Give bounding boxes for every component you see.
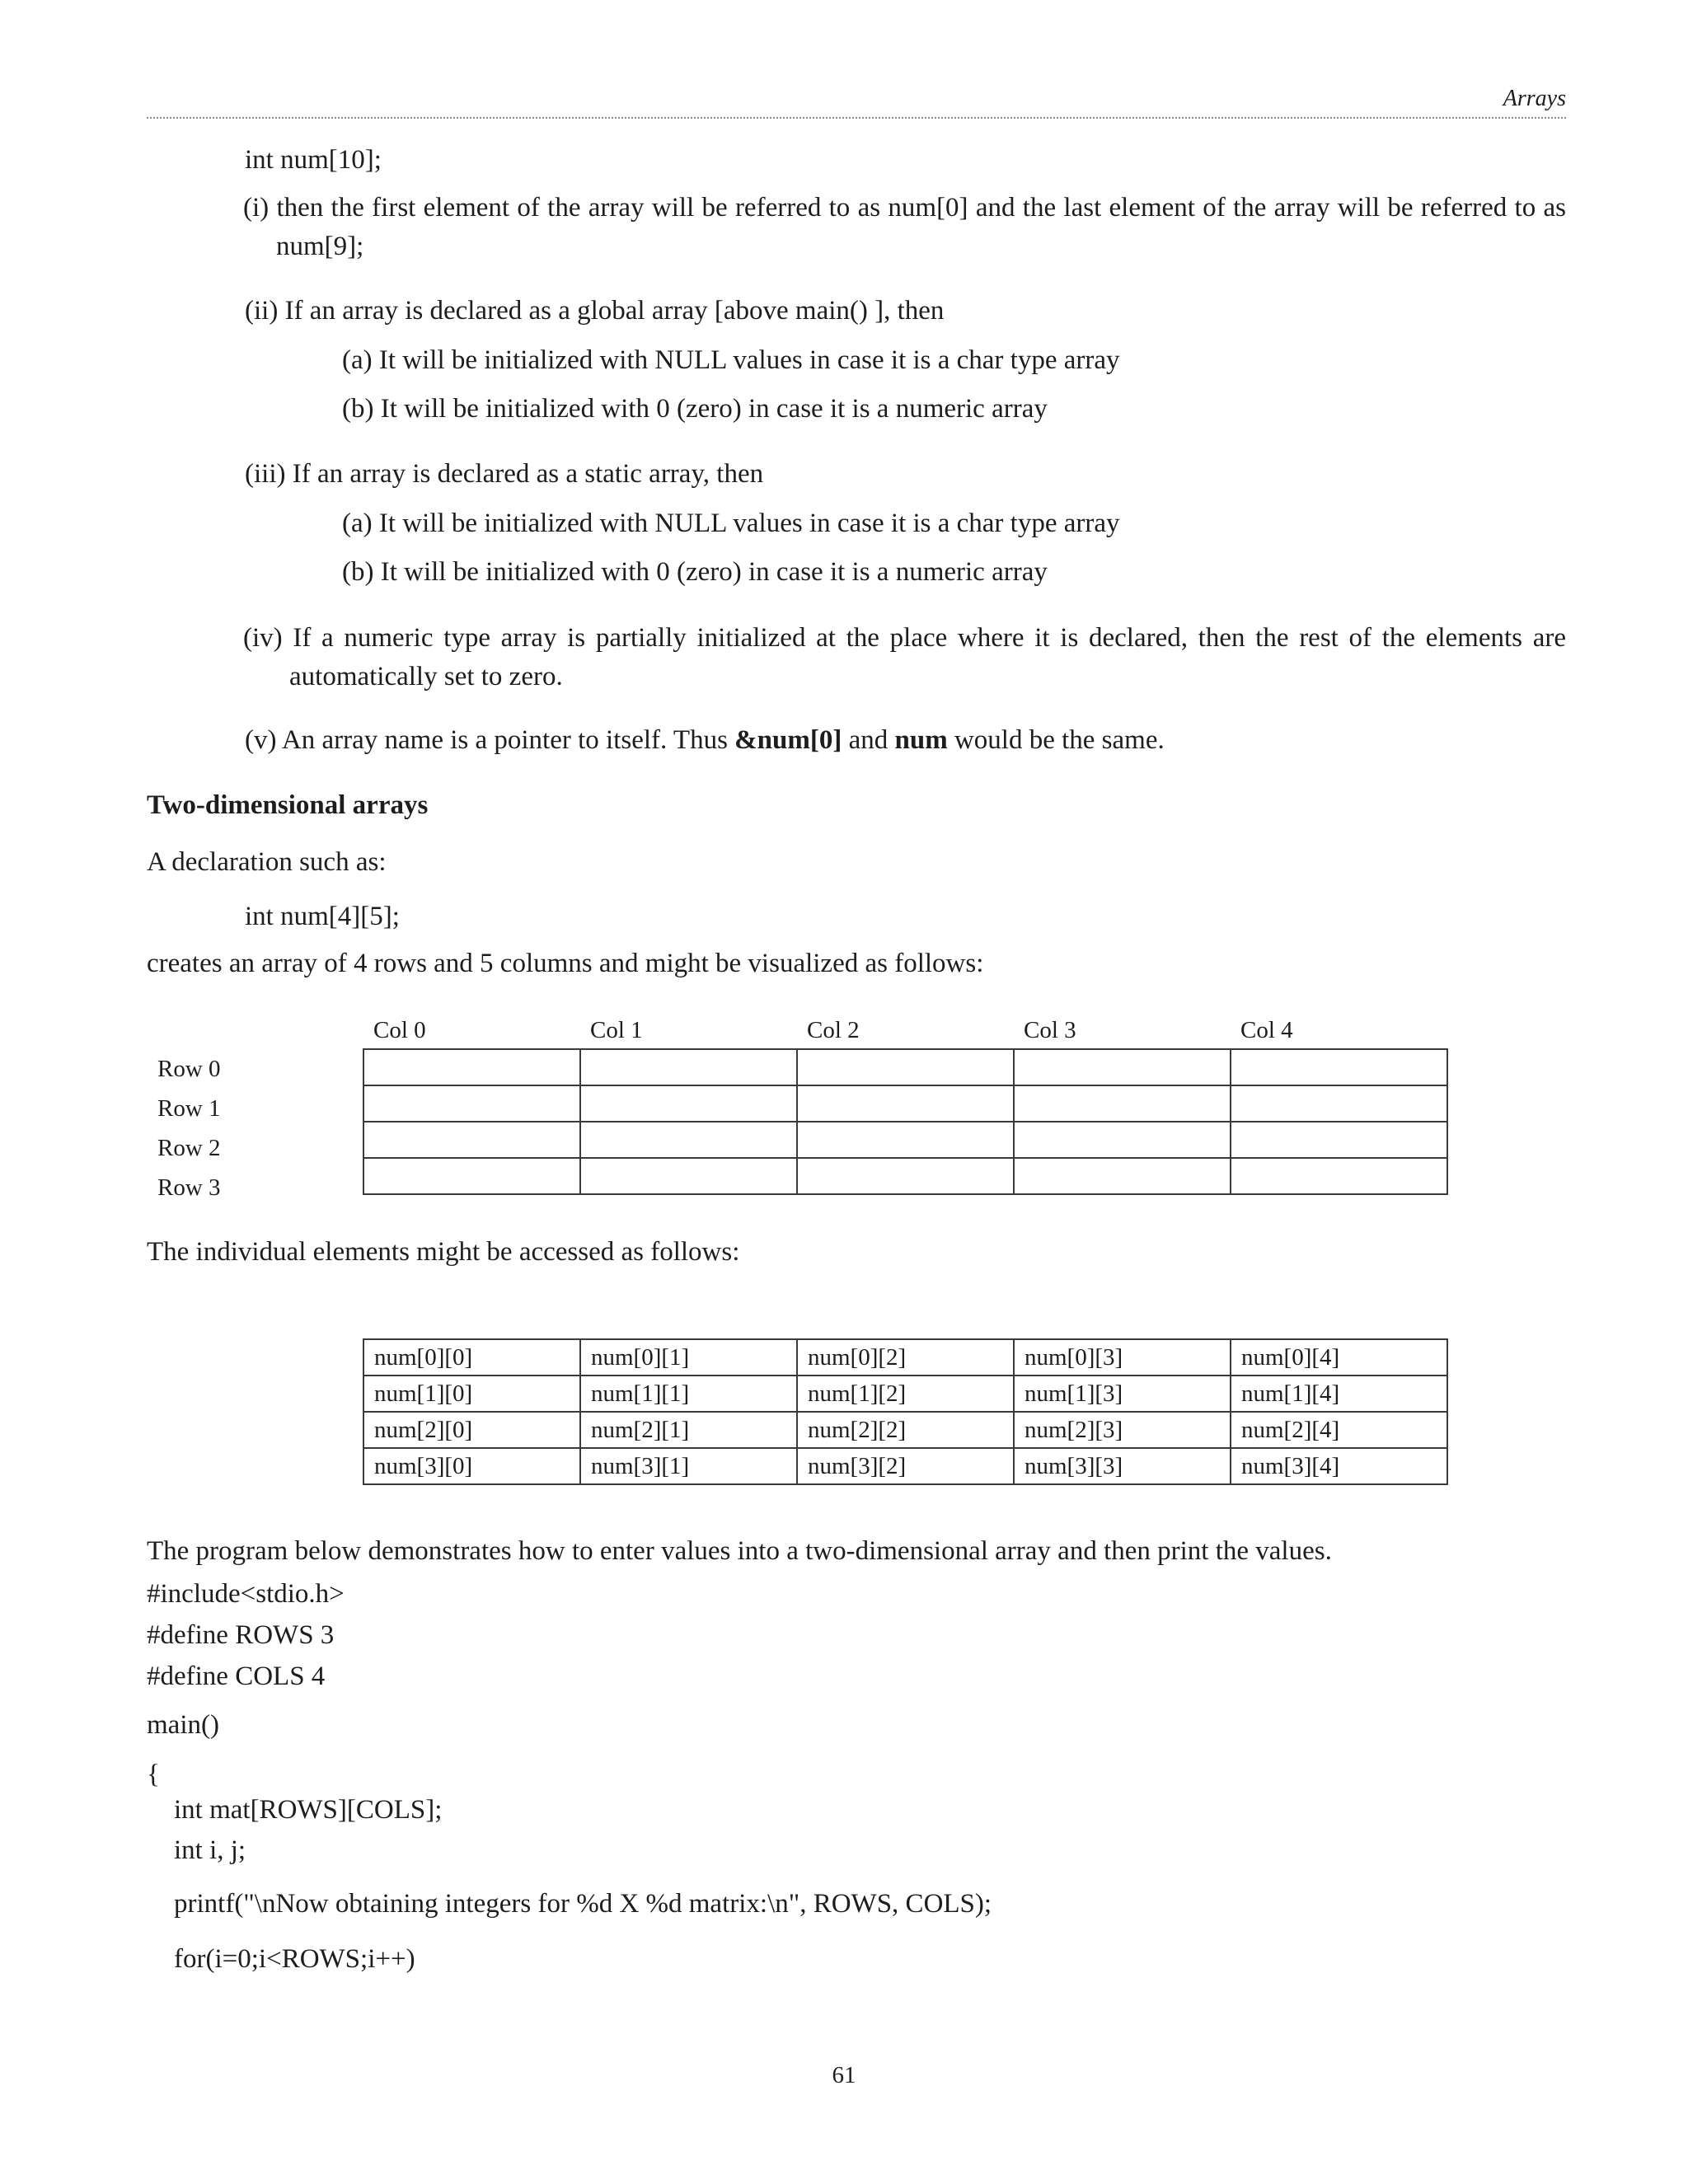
note-v-text-2: and	[842, 725, 895, 755]
grid-row	[363, 1412, 1447, 1448]
code-line: main()	[147, 1710, 219, 1740]
grid-row	[363, 1049, 1447, 1085]
note-v-text-3: would be the same.	[947, 725, 1165, 755]
grid-cell	[363, 1158, 580, 1194]
grid-row	[363, 1376, 1447, 1412]
declaration-2d: int num[4][5];	[245, 902, 400, 931]
note-iii-b: (b) It will be initialized with 0 (zero) in case it is a numeric array	[342, 557, 1048, 587]
access-intro: The individual elements might be accessed as follows:	[147, 1237, 740, 1267]
grid-cell	[580, 1158, 797, 1194]
declaration-intro: A declaration such as:	[147, 847, 387, 877]
col-label-0: Col 0	[373, 1017, 426, 1043]
grid-cell	[1014, 1122, 1231, 1158]
grid-cell: num[0][0]	[363, 1339, 580, 1376]
grid-cell	[797, 1085, 1014, 1122]
grid-cell: num[3][1]	[580, 1448, 797, 1484]
grid-cell: num[2][2]	[797, 1412, 1014, 1448]
grid-cell: num[3][2]	[797, 1448, 1014, 1484]
grid-cell	[1014, 1158, 1231, 1194]
note-v-bold-2: num	[894, 725, 948, 755]
array-visual-grid	[363, 1048, 1448, 1195]
col-label-3: Col 3	[1024, 1017, 1076, 1043]
visual-intro: creates an array of 4 rows and 5 columns and might be visualized as follows:	[147, 949, 984, 978]
running-header	[147, 81, 1566, 119]
note-iii: (iii) If an array is declared as a static array, then	[245, 459, 764, 489]
note-ii-b: (b) It will be initialized with 0 (zero) in case it is a numeric array	[342, 394, 1048, 424]
note-v-text-1: (v) An array name is a pointer to itself. Thus	[245, 725, 735, 755]
row-label-1: Row 1	[157, 1095, 221, 1122]
grid-cell: num[3][3]	[1014, 1448, 1231, 1484]
code-line: for(i=0;i<ROWS;i++)	[174, 1944, 415, 1974]
page-number: 61	[832, 2062, 856, 2088]
grid-cell: num[2][3]	[1014, 1412, 1231, 1448]
code-line: {	[147, 1760, 160, 1789]
grid-row	[363, 1448, 1447, 1484]
col-label-1: Col 1	[590, 1017, 643, 1043]
note-v	[245, 722, 1165, 758]
note-iv: (iv) If a numeric type array is partially initialized at the place where it is declared, then the rest of the elements are automatically set to zero.	[243, 623, 1566, 691]
grid-cell	[797, 1049, 1014, 1085]
grid-cell: num[1][0]	[363, 1376, 580, 1412]
chapter-title: Arrays	[1503, 86, 1566, 111]
grid-cell: num[0][1]	[580, 1339, 797, 1376]
note-v-bold-1: &num[0]	[734, 725, 842, 755]
grid-row	[363, 1085, 1447, 1122]
grid-cell	[580, 1049, 797, 1085]
grid-cell: num[2][1]	[580, 1412, 797, 1448]
code-line: int i, j;	[174, 1835, 246, 1865]
section-heading: Two-dimensional arrays	[147, 790, 429, 820]
grid-cell	[363, 1122, 580, 1158]
code-line: printf("\nNow obtaining integers for %d X %d matrix:\n", ROWS, COLS);	[174, 1889, 992, 1919]
grid-cell	[1014, 1049, 1231, 1085]
grid-cell: num[1][3]	[1014, 1376, 1231, 1412]
note-i: (i) then the first element of the array will be referred to as num[0] and the last element of the array will be referred to as num[9];	[243, 193, 1566, 261]
array-declaration: int num[10];	[245, 145, 382, 175]
grid-cell: num[1][4]	[1231, 1376, 1447, 1412]
col-label-4: Col 4	[1240, 1017, 1293, 1043]
element-access-grid	[363, 1338, 1448, 1485]
grid-cell: num[2][4]	[1231, 1412, 1447, 1448]
grid-cell: num[2][0]	[363, 1412, 580, 1448]
grid-cell: num[3][4]	[1231, 1448, 1447, 1484]
grid-cell	[363, 1085, 580, 1122]
grid-cell	[797, 1122, 1014, 1158]
grid-cell	[797, 1158, 1014, 1194]
grid-cell	[1231, 1085, 1447, 1122]
grid-cell: num[1][2]	[797, 1376, 1014, 1412]
note-iii-a: (a) It will be initialized with NULL values in case it is a char type array	[342, 509, 1120, 538]
grid-cell	[1231, 1158, 1447, 1194]
row-label-3: Row 3	[157, 1174, 221, 1201]
row-label-0: Row 0	[157, 1056, 221, 1082]
grid-cell	[1231, 1122, 1447, 1158]
grid-cell	[1014, 1085, 1231, 1122]
grid-cell: num[0][2]	[797, 1339, 1014, 1376]
grid-cell	[1231, 1049, 1447, 1085]
code-line: #include<stdio.h>	[147, 1579, 345, 1609]
grid-cell: num[3][0]	[363, 1448, 580, 1484]
col-label-2: Col 2	[807, 1017, 860, 1043]
grid-row	[363, 1158, 1447, 1194]
row-label-2: Row 2	[157, 1135, 221, 1161]
code-line: #define ROWS 3	[147, 1620, 335, 1650]
grid-row	[363, 1339, 1447, 1376]
grid-cell: num[0][3]	[1014, 1339, 1231, 1376]
grid-cell	[580, 1122, 797, 1158]
note-ii: (ii) If an array is declared as a global array [above main() ], then	[245, 296, 945, 326]
program-intro: The program below demonstrates how to enter values into a two-dimensional array and then print the values.	[147, 1536, 1332, 1566]
code-line: #define COLS 4	[147, 1661, 326, 1691]
note-ii-a: (a) It will be initialized with NULL values in case it is a char type array	[342, 345, 1120, 375]
code-line: int mat[ROWS][COLS];	[174, 1795, 443, 1825]
grid-cell	[363, 1049, 580, 1085]
grid-cell: num[1][1]	[580, 1376, 797, 1412]
grid-cell	[580, 1085, 797, 1122]
grid-cell: num[0][4]	[1231, 1339, 1447, 1376]
grid-row	[363, 1122, 1447, 1158]
